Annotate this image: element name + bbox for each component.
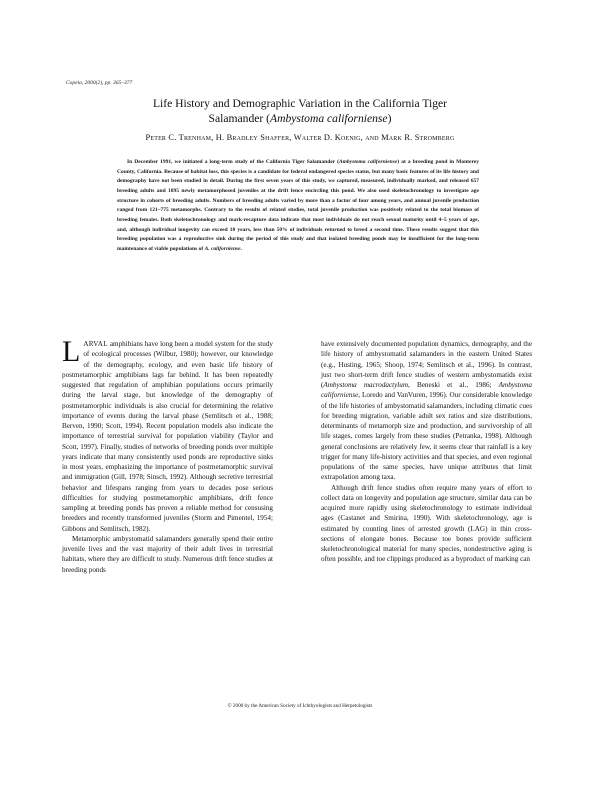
body-paragraph	[321, 339, 532, 483]
body-column-left	[62, 335, 273, 575]
body-text: , Loredo and VanVuren, 1996). Our considerable knowledge of the life histories of ambystomatid salamanders, including climatic cues for breeding migration, variable adult sex ratios and size distributions, determinants of metamorph size and production, and survivorship of all life stages, comes largely from these studies (Petranka, 1998). Although general conclusions are relatively few, it seems clear that rainfall is a key trigger for many life-history activities and that species, and even regional populations of the same species, have unique attributes that limit extrapolation among taxa.	[321, 391, 532, 482]
journal-citation: Copeia, 2000(2), pp. 365–377	[66, 80, 133, 86]
lead-caps: ARVAL	[83, 340, 108, 348]
abstract-species-1: Ambystoma californiense	[338, 159, 398, 165]
body-text: have extensively documented population dynamics, demography, and the life history of ambystomatid salamanders in the eastern United States (e.g., Husting, 1965; Shoop, 1974; Semlitsch et al., 1996). In contrast, just two short-term drift fence studies of western ambystomatids exist (	[321, 340, 532, 389]
body-species: Ambystoma californiense	[321, 381, 532, 400]
abstract-text-1: In December 1991, we initiated a long-term study of the California Tiger Salamander (	[127, 159, 339, 165]
body-paragraph: Although drift fence studies often require many years of effort to collect data on longevity and population age structure, similar data can be acquired more rapidly using skeletochronology to estimate individual ages (Castanet and Smirina, 1990). With skeletochronology, age is estimated by counting lines of arrested growth (LAG) in thin cross-sections of elongate bones. Because toe bones provide sufficient skeletochronological material for many species, nondestructive aging is often possible, and toe clippings produced as a byproduct of marking can	[321, 483, 532, 564]
title-line-2-prefix: Salamander (	[208, 112, 271, 125]
body-paragraph	[62, 335, 273, 534]
abstract-species-2: A. californiense	[204, 245, 241, 252]
body-species: Ambystoma macrodactylum	[323, 381, 409, 389]
body-paragraph: Metamorphic ambystomatid salamanders generally spend their entire juvenile lives and the vast majority of their adult lives in terrestrial habitats, where they are difficult to study. Numerous drift fence studies at breeding ponds	[62, 534, 273, 574]
copyright-footer: © 2000 by the American Society of Ichthyologists and Herpetologists	[227, 703, 373, 709]
body-text: , Beneski et al., 1986;	[408, 381, 499, 389]
title-line-1: Life History and Demographic Variation in the California Tiger	[152, 97, 448, 110]
title-species: Ambystoma californiense	[270, 112, 388, 125]
abstract-end: .	[240, 245, 242, 252]
abstract-text-2: ) at a breeding pond in Monterey County, California. Because of habitat loss, this species is a candidate for federal endangered species status, but many basic features of its life history and demography have not been studied in detail. During the first seven years of this study, we captured, measured, individually marked, and released 657 breeding adults and 1895 newly metamorphosed juveniles at the drift fence encircling this pond. We also used skeletochronology to investigate age structure in cohorts of breeding adults. Numbers of breeding adults varied by more than a factor of four among years, and annual juvenile production ranged from 121–775 metamorphs. Contrary to the results of related studies, total juvenile production was positively related to the total biomass of breeding females. Both skeletochronology and mark-recapture data indicate that most individuals do not reach sexual maturity until 4–5 years of age, and, although individual longevity can exceed 10 years, less than 50% of individuals returned to breed a second time. These results suggest that this breeding population was a reproductive sink during the period of this study and that isolated breeding ponds may be insufficient for the long-term maintenance of viable populations of	[117, 159, 479, 252]
article-title	[60, 96, 540, 126]
abstract	[117, 158, 479, 255]
body-column-right	[321, 339, 532, 565]
body-text: amphibians have long been a model system for the study of ecological processes (Wilbur, 1980); however, our knowledge of the demography, ecology, and even basic life history of postmetamorphic amphibians lags far behind. It has been repeatedly suggested that regulation of amphibian populations occurs primarily during the larval stage, but knowledge of the demography of postmetamorphic individuals is also crucial for determining the relative importance of events during the larval phase (Semlitsch et al., 1988; Berven, 1990; Scott, 1994). Recent population models also indicate the importance of terrestrial survival for population viability (Taylor and Scott, 1997). Finally, studies of networks of breeding ponds over multiple years indicate that many consistently used ponds are reproductive sinks in most years, emphasizing the importance of postmetamorphic survival and immigration (Gill, 1978; Sinsch, 1992). Although secretive terrestrial behavior and lifespans ranging from years to decades pose serious difficulties for studying postmetamorphic amphibians, drift fence sampling at breeding ponds has proven a reliable method for censusing breeders and recently transformed juveniles (Storm and Pimentel, 1954; Gibbons and Semlitsch, 1982).	[62, 340, 273, 533]
title-line-2-suffix: )	[387, 112, 392, 125]
author-list: Peter C. Trenham, H. Bradley Shaffer, Walter D. Koenig, and Mark R. Stromberg	[145, 133, 455, 142]
drop-cap: L	[62, 335, 81, 368]
